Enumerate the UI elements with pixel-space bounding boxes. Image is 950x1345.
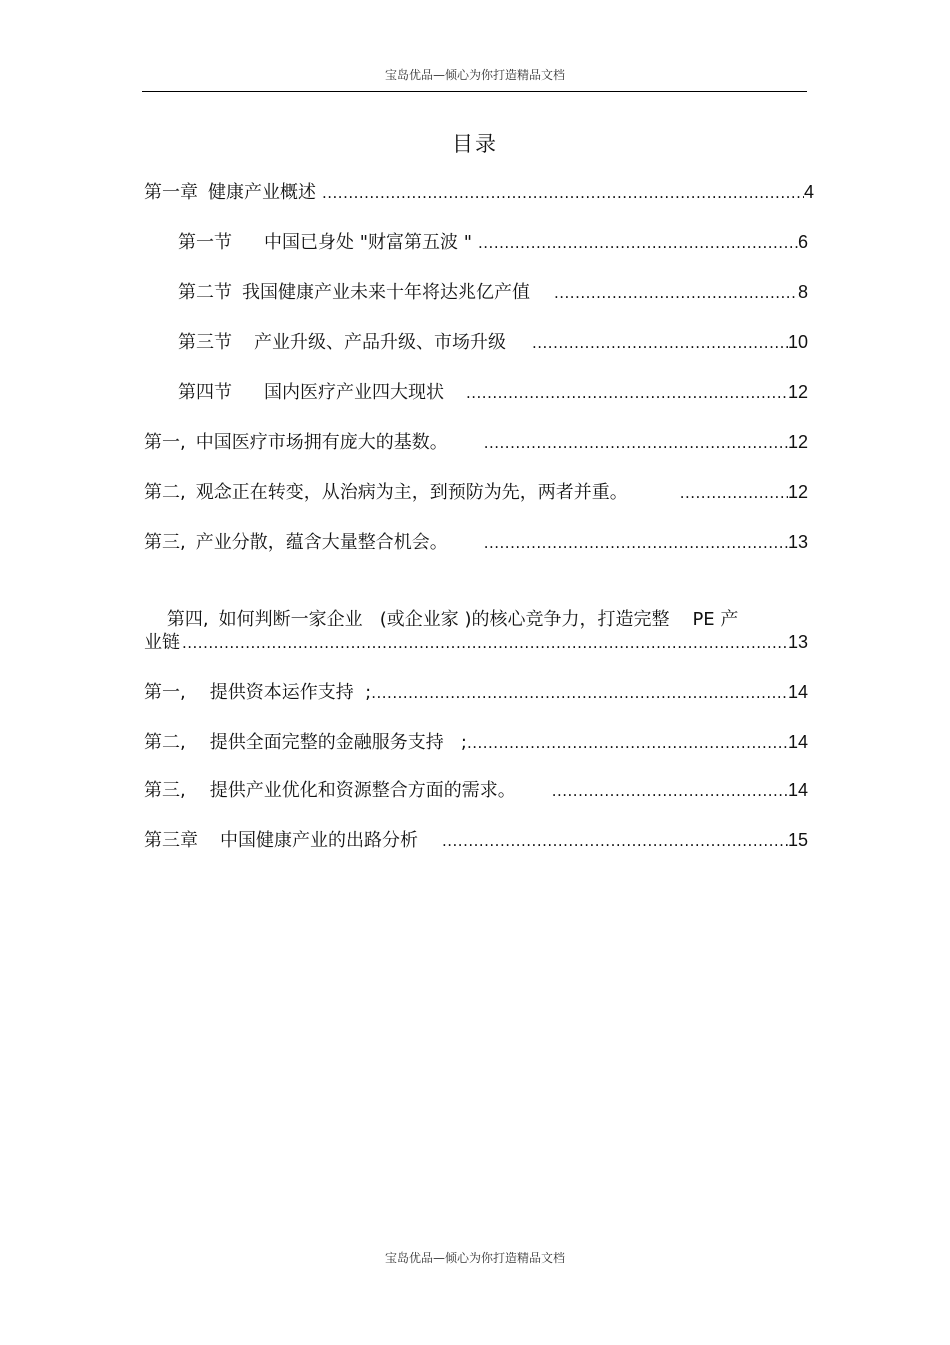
entry-label: 第三, bbox=[144, 532, 186, 553]
toc-entry[interactable] bbox=[178, 278, 808, 306]
entry-text: 中国健康产业的出路分析 bbox=[220, 830, 418, 851]
toc-entry[interactable] bbox=[144, 776, 808, 804]
entry-label: 第三, bbox=[144, 780, 186, 801]
entry-label: 第一, bbox=[144, 432, 186, 453]
entry-label: 第四, bbox=[166, 609, 209, 630]
dot-leader bbox=[466, 379, 788, 407]
dot-leader bbox=[467, 729, 788, 757]
toc-entry[interactable] bbox=[178, 378, 808, 406]
footer-text: 宝岛优品—倾心为你打造精品文档 bbox=[384, 1251, 565, 1265]
entry-label: 第二, bbox=[144, 482, 186, 503]
entry-page-number: 15 bbox=[787, 830, 808, 850]
dot-leader bbox=[442, 827, 788, 855]
entry-label: 第二, bbox=[144, 732, 186, 753]
dot-leader bbox=[371, 679, 788, 707]
entry-text: 国内医疗产业四大现状 bbox=[264, 382, 444, 403]
header-text: 宝岛优品—倾心为你打造精品文档 bbox=[384, 68, 565, 82]
entry-label: 业链 bbox=[144, 632, 180, 653]
entry-page-number: 8 bbox=[797, 282, 808, 302]
dot-leader bbox=[484, 429, 788, 457]
entry-text: 提供全面完整的金融服务支持 ; bbox=[209, 732, 467, 753]
entry-label: 第四节 bbox=[178, 382, 232, 403]
toc-entry[interactable] bbox=[144, 178, 814, 206]
dot-leader bbox=[552, 777, 788, 805]
entry-text: 提供产业优化和资源整合方面的需求。 bbox=[209, 780, 516, 801]
dot-leader bbox=[322, 179, 804, 207]
entry-label: 第一节 bbox=[178, 232, 232, 253]
header-divider bbox=[142, 91, 807, 92]
entry-page-number: 13 bbox=[787, 532, 808, 552]
entry-label: 第三章 bbox=[144, 830, 198, 851]
toc-entry-line1[interactable] bbox=[144, 578, 739, 630]
toc-entry[interactable] bbox=[144, 478, 808, 506]
entry-text: 如何判断一家企业 (或企业家 )的核心竞争力，打造完整 PE 产 bbox=[218, 609, 739, 630]
dot-leader bbox=[680, 479, 788, 507]
dot-leader bbox=[484, 529, 788, 557]
entry-label: 第一章 bbox=[144, 182, 198, 203]
entry-page-number: 4 bbox=[803, 182, 814, 202]
entry-page-number: 14 bbox=[787, 682, 808, 702]
entry-text: 产业分散，蕴含大量整合机会。 bbox=[195, 532, 448, 553]
toc-entry[interactable] bbox=[144, 428, 808, 456]
entry-page-number: 13 bbox=[787, 632, 808, 652]
entry-text: 中国医疗市场拥有庞大的基数。 bbox=[195, 432, 448, 453]
toc-entry[interactable] bbox=[144, 826, 808, 854]
entry-text: 提供资本运作支持 ; bbox=[209, 682, 372, 703]
entry-page-number: 12 bbox=[787, 482, 808, 502]
toc-entry[interactable] bbox=[144, 728, 808, 756]
entry-text: 我国健康产业未来十年将达兆亿产值 bbox=[242, 282, 530, 303]
dot-leader bbox=[532, 329, 788, 357]
entry-page-number: 14 bbox=[787, 732, 808, 752]
toc-title: 目录 bbox=[452, 132, 498, 156]
toc-entry[interactable] bbox=[178, 328, 808, 356]
toc-entry[interactable] bbox=[144, 628, 808, 656]
entry-label: 第二节 bbox=[178, 282, 232, 303]
entry-label: 第三节 bbox=[178, 332, 232, 353]
entry-page-number: 6 bbox=[797, 232, 808, 252]
entry-page-number: 12 bbox=[787, 432, 808, 452]
toc-entry[interactable] bbox=[144, 528, 808, 556]
entry-page-number: 12 bbox=[787, 382, 808, 402]
toc-entry[interactable] bbox=[178, 228, 808, 256]
toc-entry[interactable] bbox=[144, 678, 808, 706]
entry-page-number: 14 bbox=[787, 780, 808, 800]
dot-leader bbox=[478, 229, 798, 257]
entry-label: 第一, bbox=[144, 682, 186, 703]
entry-text: 健康产业概述 bbox=[208, 182, 316, 203]
entry-text: 中国已身处 "财富第五波 " bbox=[264, 232, 473, 253]
entry-page-number: 10 bbox=[787, 332, 808, 352]
entry-text: 产业升级、产品升级、市场升级 bbox=[254, 332, 506, 353]
dot-leader bbox=[182, 629, 788, 657]
dot-leader bbox=[554, 279, 798, 307]
entry-text: 观念正在转变，从治病为主，到预防为先，两者并重。 bbox=[195, 482, 628, 503]
